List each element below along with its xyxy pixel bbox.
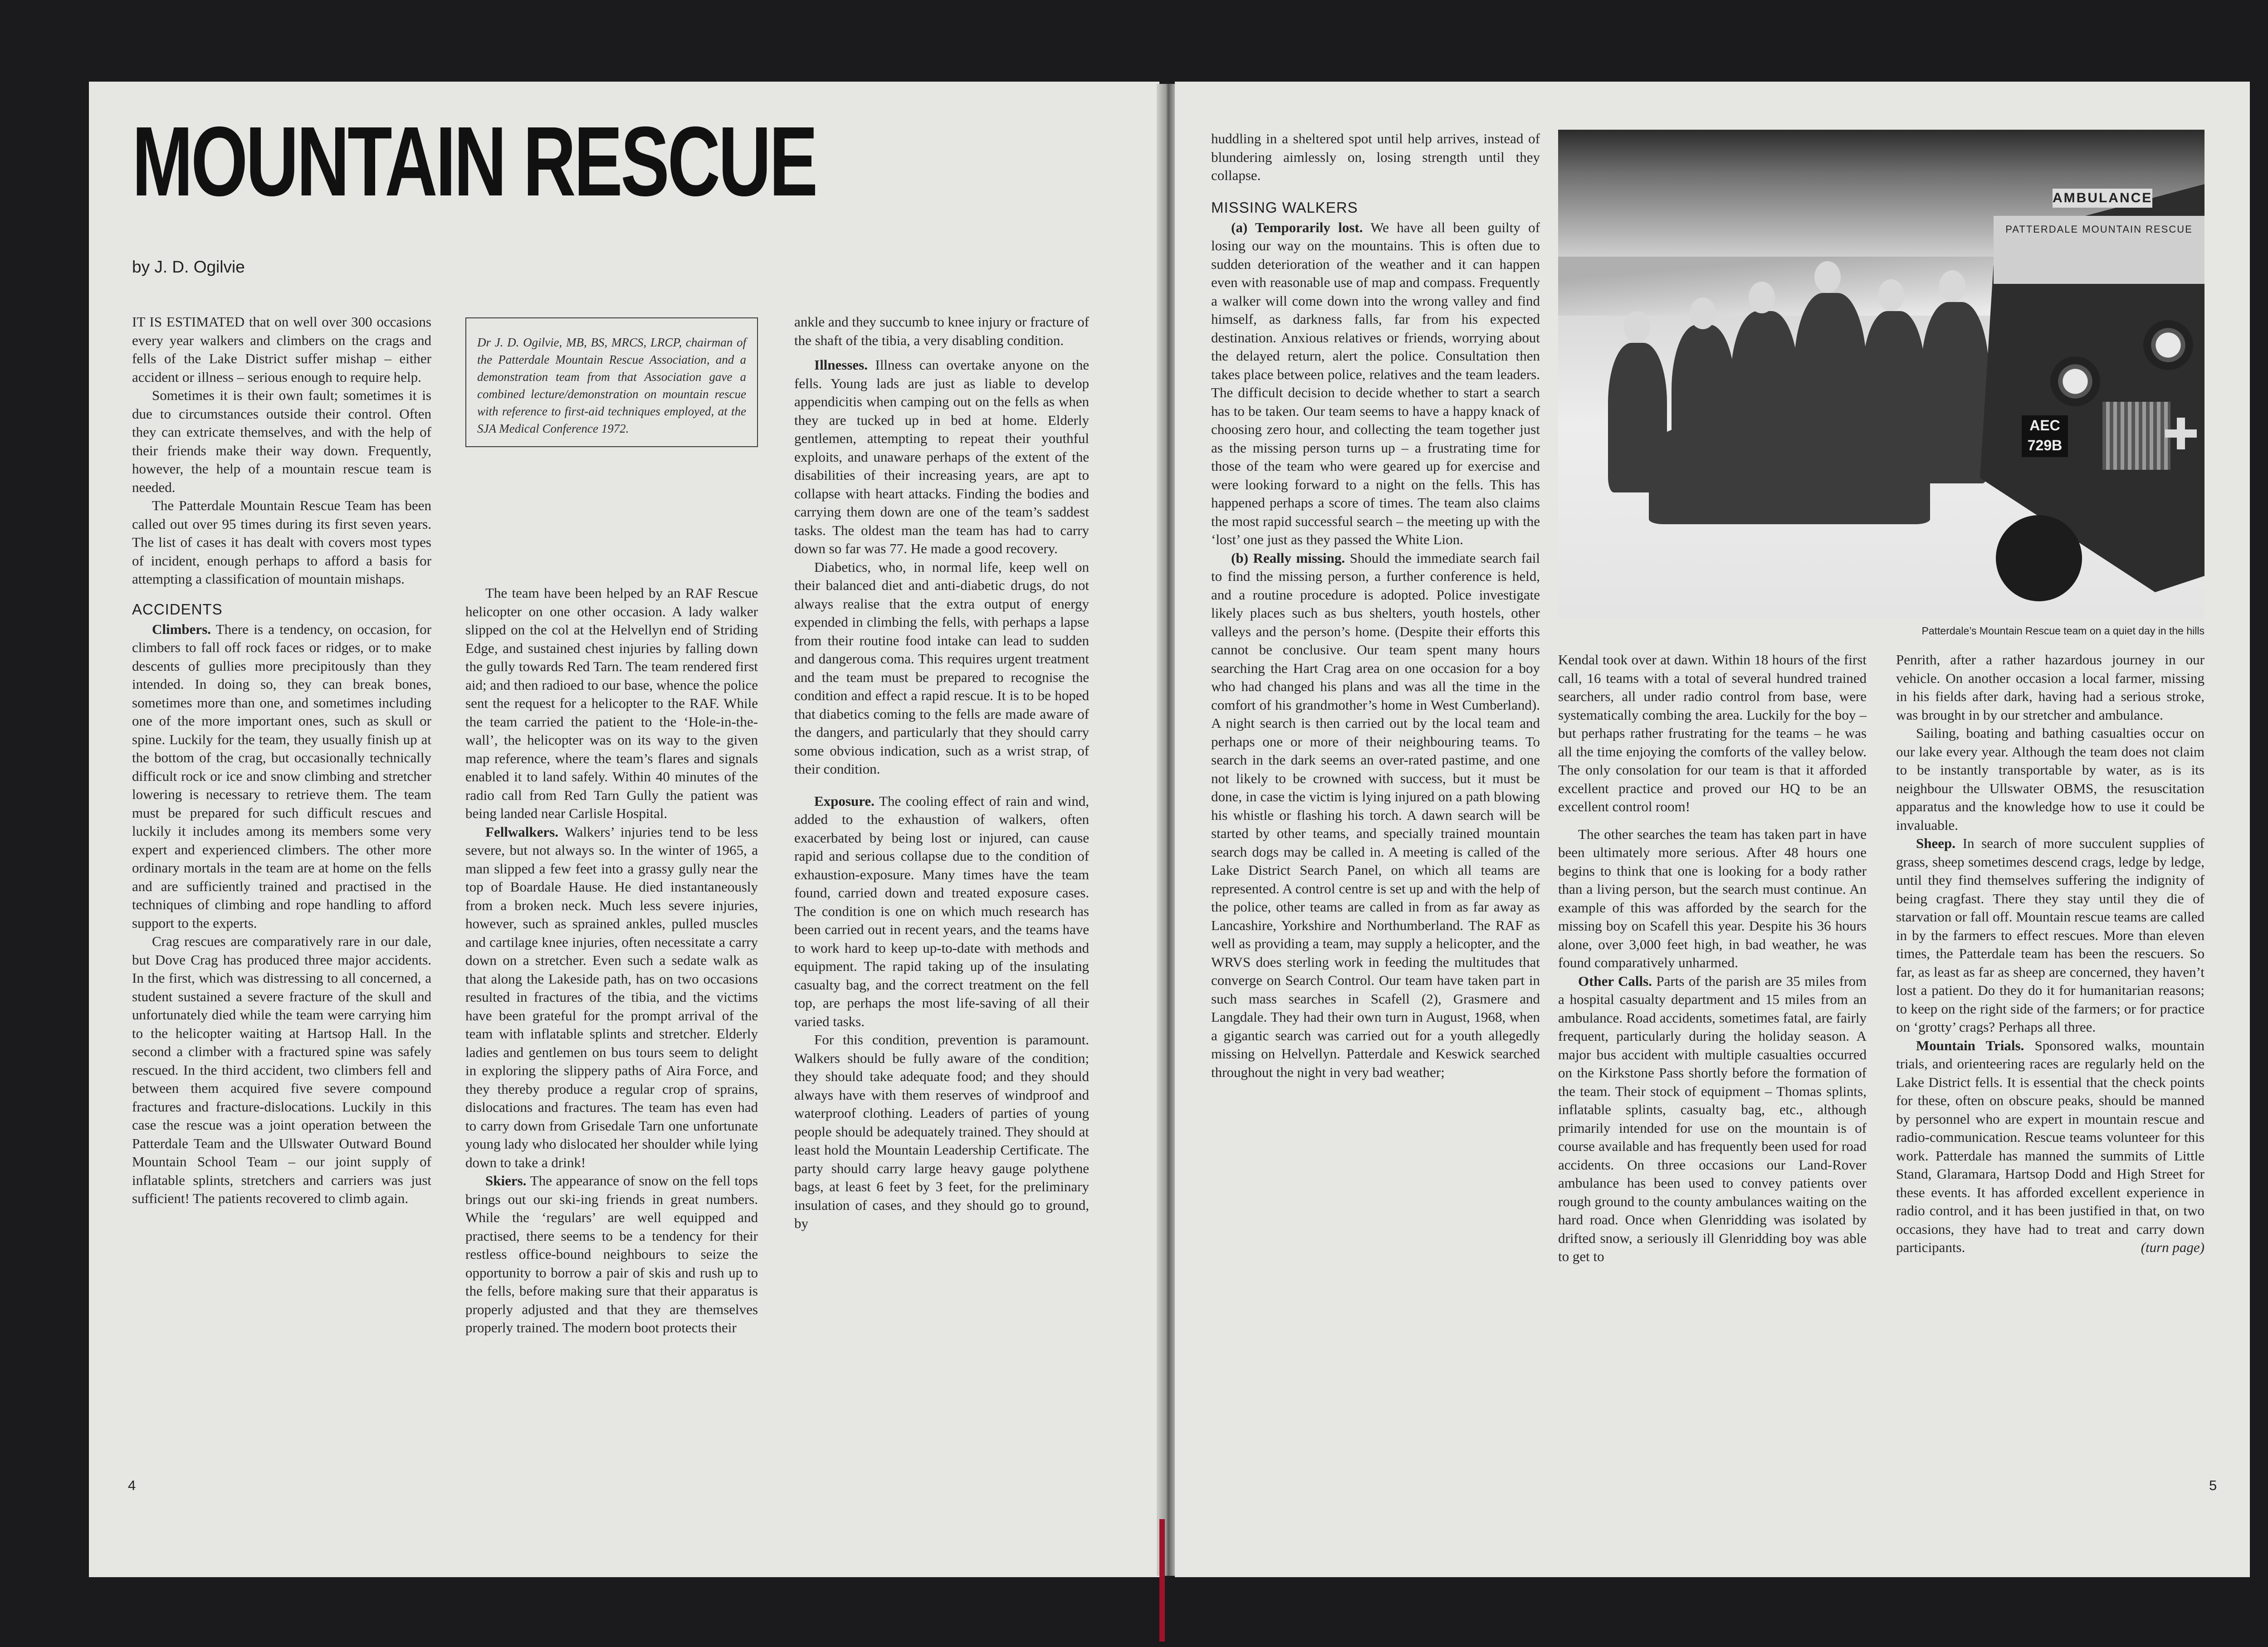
ambulance-side-panel: PATTERDALE MOUNTAIN RESCUE [2005,224,2193,235]
radiator-grille [2102,402,2170,470]
photo-caption: Patterdale’s Mountain Rescue team on a quiet day in the hills [1921,625,2204,637]
author-bio-box: Dr J. D. Ogilvie, MB, BS, MRCS, LRCP, chairman of the Patterdale Mountain Rescue Association, and a demonstration team from that Association gave a combined lecture/demonstration on mountain rescue with reference to first-aid techniques employed, at the SJA Medical Conference 1972. [465,317,758,447]
right-column-2 [1558,651,1867,1266]
run-in-heading: Illnesses. [814,357,868,373]
binding-ribbon [1159,1519,1165,1642]
byline: by J. D. Ogilvie [132,258,245,276]
paragraph: Diabetics, who, in normal life, keep well on their balanced diet and anti-diabetic drugs, do not always realise that the extra output of energy expended in climbing the fells, with perhaps a lapse from their routine food intake can lead to sudden and dangerous coma. This requires urgent treatment and the team must be prepared to recognise the condition and effect a rapid rescue. It is to be hoped that diabetics coming to the fells are made aware of the dangers, and particularly that they should carry some obvious indication, such as a wrist strap, of their condition. [794,559,1089,777]
run-in-heading: Climbers. [152,621,211,637]
paragraph: Kendal took over at dawn. Within 18 hours of the first call, 16 teams with a total of several hundred trained searchers, all under radio control from base, were systematically combing the area. Luckily for the boy – but perhaps rather frustrating for the teams – he was all the time enjoying the comforts of the valley below. The only consolation for our team is that it afforded excellent practice and proved our HQ to be an excellent control room! [1558,652,1867,814]
team-member-head [1624,311,1650,343]
paragraph-skiers: Skiers. The appearance of snow on the fell tops brings out our ski-ing friends in great numbers. While the ‘regulars’ are well equipped and practised, there seems to be a tendency for their restless office-bound neighbours to seize the opportunity to borrow a pair of skis and rush up to the fells, before making sure that their apparatus is properly adjusted and that they are themselves properly trained. The modern boot protects their [465,1173,758,1335]
intro-paragraph: IT IS ESTIMATED that on well over 300 occasions every year walkers and climbers on the crags and fells of the Lake District suffer mishap – either accident or illness – serious enough to require help. [132,314,431,385]
run-in-heading: (b) Really missing. [1231,550,1345,566]
ambulance-roof-sign: AMBULANCE [2053,189,2152,208]
run-in-heading: Other Calls. [1578,973,1652,989]
section-heading-missing-walkers: MISSING WALKERS [1211,199,1358,216]
paragraph-sheep: Sheep. In search of more succulent supplies of grass, sheep sometimes descend crags, ledge by ledge, until they find themselves suffering the indignity of being cragfast. There they stay until they die of starvation or fall off. Mountain rescue teams are called in by the farmers to effect rescues. More than eleven times, the Patterdale team has been the rescuers. So far, as least as far as sheep are concerned, they haven’t lost a patient. Do they do it for humanitarian reasons; to keep on the right side of the farmers; or for practice on ‘grotty’ crags? Perhaps all three. [1896,835,2204,1035]
paragraph-other-calls: Other Calls. Parts of the parish are 35 miles from a hospital casualty department and 15 miles from an ambulance. Road accidents, sometimes fatal, are fairly frequent, particularly during the holiday season. A major bus accident with multiple casualties occurred on the Kirkstone Pass shortly before the formation of the team. Their stock of equipment – Thomas splints, inflatable splints, casualty bag, etc., although primarily intended for use on the mountain is of course available and has frequently been used for road accidents. On three occasions our Land-Rover ambulance has been used to convey patients over rough ground to the county ambulances waiting on the hard road. Once when Glenridding was isolated by drifted snow, a seriously ill Glenridding boy was able to get to [1558,973,1867,1264]
run-in-heading: Mountain Trials. [1916,1037,2024,1053]
left-column-3 [794,313,1089,1233]
headlamp [2050,356,2100,406]
run-in-heading: (a) Temporarily lost. [1231,219,1363,235]
paragraph-illnesses: Illnesses. Illness can overtake anyone on the fells. Young lads are just as liable to develop appendicitis when camping out on the fells as when they are tucked up in bed at home. Elderly gentlemen, attempting to repeat their youthful exploits, and unaware perhaps of the extent of the disabilities of their increasing years, are apt to collapse with heart attacks. Finding the bodies and carrying them down are one of the team’s saddest tasks. The oldest man the team has had to carry down so far was 77. He made a good recovery. [794,357,1089,556]
paragraph: The Patterdale Mountain Rescue Team has been called out over 95 times during its first seven years. The list of cases it has dealt with covers most types of incident, enough perhaps to afford a basis for attempting a classification of mountain mishaps. [132,497,431,587]
team-member [1921,302,1989,483]
right-column-3 [1896,651,2204,1257]
paragraph: Crag rescues are comparatively rare in our dale, but Dove Crag has produced three major accidents. In the first, which was distressing to all concerned, a student sustained a severe fracture of the skull and unfortunately died while the team were carrying him to the helicopter waiting at Hartsop Hall. In the second a climber with a fractured spine was safely rescued. In the third accident, two climbers fell and between them acquired five severe compound fractures and fracture-dislocations. Luckily in this case the rescue was a joint operation between the Patterdale Team and the Ullswater Outward Bound Mountain School Team – our joint supply of inflatable splints, stretchers and carriers was just sufficient! The patients recovered to climb again. [132,933,431,1206]
turn-page-note: (turn page) [2141,1239,2204,1255]
kneeling-team-members [1649,420,1930,524]
run-in-heading: Exposure. [814,793,875,809]
run-in-heading: Sheep. [1916,835,1955,851]
paragraph-really-missing: (b) Really missing. Should the immediate search fail to find the missing person, a further conference is held, and a routine procedure is adopted. Police investigate likely places such as bus shelters, youth hostels, other valleys and the person’s home. (Despite their efforts this cannot be conclusive. Our team spent many hours searching the Hart Crag area on one occasion for a boy who had changed his plans and was all the time in the comfort of his grandmother’s home in West Cumberland). A night search is then carried out by the local team and perhaps one or more of their neighbouring teams. To search in the dark seems an over-rated pastime, and one not likely to be crowned with success, but it must be done, in case the victim is lying injured on a path blowing his whistle or flashing his torch. A dawn search will be started by other teams, and specially trained mountain search dogs may be called in. A meeting is called of the Lake District Search Panel, on which all teams are represented. A control centre is set up and with the help of the police, other teams are called in from as far away as Lancashire, Yorkshire and Northumberland. The RAF as well as providing a team, may supply a helicopter, and the WRVS does sterling work in feeding the multitudes that converge on Search Control. Our team have taken part in such mass searches in Scafell (2), Grasmere and Langdale. They had their own turn in August, 1968, when a gigantic search was carried out for a youth allegedly missing on Helvellyn. Patterdale and Keswick searched throughout the night in very bad weather; [1211,550,1540,1080]
team-member-head [1878,279,1904,311]
paragraph-temporarily-lost: (a) Temporarily lost. We have all been guilty of losing our way on the mountains. This is often due to sudden deterioration of the weather and it can happen even with reasonable use of map and compass. Frequently a walker will come down into the wrong valley and find himself, as darkness falls, far from his expected destination. Anxious relatives or friends, worrying about the delayed return, alert the police. Consultation then takes place between police, relatives and the team leaders. The difficult decision to decide whether to start a search has to be taken. Our team seems to have a happy knack of choosing zero hour, and collecting the team together just as the missing person turns up – a frustrating time for those of the team who were geared up for exercise and were looking forward to a night on the fells. This has happened perhaps a score of times. The team also claims the most rapid successful search – the meeting up with the ‘lost’ one just as they passed the White Lion. [1211,219,1540,547]
paragraph: huddling in a sheltered spot until help arrives, instead of blundering aimlessly on, losing strength until they collapse. [1211,131,1540,183]
paragraph: For this condition, prevention is paramount. Walkers should be fully aware of the condition; they should take adequate food; and they should always have with them reserves of windproof and waterproof clothing. Leaders of parties of young people should be adequately trained. They should at least hold the Mountain Leadership Certificate. The party should carry large heavy gauge polythene bags, at least 6 feet by 3 feet, for the preliminary insulation of cases, and they should go to ground, by [794,1032,1089,1231]
run-in-heading: Fellwalkers. [485,824,558,840]
paragraph: The team have been helped by an RAF Rescue helicopter on one other occasion. A lady walker slipped on the col at the Helvellyn end of Striding Edge, and sustained chest injuries by falling down the gully towards Red Tarn. The team rendered first aid; and then radioed to our base, whence the police sent the request for a helicopter to the RAF. While the team carried the patient to the ‘Hole-in-the-wall’, the helicopter was on its way to the given map reference, where the team’s flares and signals enabled it to land safely. Within 40 minutes of the radio call from Red Tarn Gully the patient was being landed near Carlisle Hospital. [465,585,758,821]
paragraph-exposure: Exposure. The cooling effect of rain and wind, added to the exhaustion of walkers, often exacerbated by being lost or injured, can cause rapid and serious collapse due to the condition of exhaustion-exposure. Many times have the team found, carried down and treated exposure cases. The condition is one on which much research has been carried out in recent years, and the teams have to work hard to keep up-to-date with methods and equipment. The rapid taking up of the insulating casualty bag, and the correct treatment on the fell top, are perhaps the most life-saving of all their varied tasks. [794,793,1089,1029]
paragraph: Penrith, after a rather hazardous journey in our vehicle. On another occasion a local farmer, missing in his fields after dark, having had a serious stroke, was brought in by our stretcher and ambulance. [1896,652,2204,723]
team-photo [1558,130,2204,619]
section-heading-accidents: ACCIDENTS [132,600,223,618]
right-page [1175,82,2250,1577]
paragraph: The other searches the team has taken part in have been ultimately more serious. After 48 hours one begins to think that one is looking for a body rather than a living person, but the search must continue. An example of this was afforded by the search for the missing boy on Scafell this year. Despite his 36 hours alone, over 3,000 feet high, in bad weather, he was found comparatively unharmed. [1558,826,1867,970]
team-member-head [1814,261,1841,293]
team-member-head [1939,270,1965,302]
paragraph: Sometimes it is their own fault; sometimes it is due to circumstances outside their control. Often they can extricate themselves, and with the help of their friends make their way down. Frequently, however, the help of a mountain rescue team is needed. [132,387,431,495]
wheel [1996,515,2082,601]
article-title: MOUNTAIN RESCUE [132,107,816,217]
run-in-heading: Skiers. [485,1173,527,1189]
red-cross-icon [2165,418,2197,449]
paragraph: Sailing, boating and bathing casualties occur on our lake every year. Although the team does not claim to be instantly transportable by water, as is its neighbour the Ullswater OBMS, the resuscitation apparatus and the knowledge how to use it could be invaluable. [1896,725,2204,833]
paragraph: ankle and they succumb to knee injury or fracture of the shaft of the tibia, a very disabling condition. [794,314,1089,348]
team-member-head [1749,282,1775,313]
page-number: 4 [128,1477,136,1493]
paragraph-climbers: Climbers. There is a tendency, on occasion, for climbers to fall off rock faces or ridges, or to make descents of gullies more precipitously than they intended. In doing so, they can break bones, sometimes more than one, and sometimes including one of the more important ones, such as skull or spine. Luckily for the team, they usually finish up at the bottom of the crag, but occasionally technically difficult rock or ice and snow climbing and stretcher lowering is necessary to retrieve them. The team must be prepared for such difficult rescues and luckily it includes among its members some very expert and experienced climbers. The other more ordinary mortals in the team are at home on the fells and are sufficiently trained and practised in the techniques of climbing and rope handling to afford support to the experts. [132,621,431,931]
left-page [89,82,1159,1577]
headlamp [2143,320,2193,370]
team-member-head [1690,297,1716,329]
left-column-1 [132,313,431,1208]
number-plate: AEC 729B [2022,415,2068,457]
right-column-1 [1211,130,1540,1082]
paragraph-fellwalkers: Fellwalkers. Walkers’ injuries tend to be less severe, but not always so. In the winter of 1965, a man slipped a few feet into a grassy gully near the top of Boardale Hause. He died instantaneously from a broken neck. Much less severe injuries, however, such as sprained ankles, pulled muscles and cartilage knee injuries, often necessitate a carry down on a stretcher. Even such a sedate walk as that along the Lakeside path, has on two occasions resulted in fractures of the tibia, and the victims have been grateful for the prompt arrival of the team with inflatable splints and stretcher. Elderly ladies and gentlemen on bus tours seem to delight in exploring the slippery paths of Aira Force, and they thereby produce a regular crop of sprains, dislocations and fractures. The team has even had to carry down from Grisedale Tarn one unfortunate young lady who dislocated her shoulder while lying down to take a drink! [465,824,758,1170]
paragraph-mountain-trials: Mountain Trials. Sponsored walks, mountain trials, and orienteering races are regularly held on the Lake District fells. It is essential that the check points for these, often on obscure peaks, should be manned by personnel who are expert in mountain rescue and radio-communication. Rescue teams volunteer for this work. Patterdale has manned the summits of Little Stand, Glaramara, Hartsop Dodd and High Street for these events. It has afforded excellent experience in radio control, and it has been justified in that, on two occasions, they have had to treat and carry down participants. (turn page) [1896,1037,2204,1257]
page-number: 5 [2209,1477,2217,1493]
left-column-2 [465,584,758,1337]
